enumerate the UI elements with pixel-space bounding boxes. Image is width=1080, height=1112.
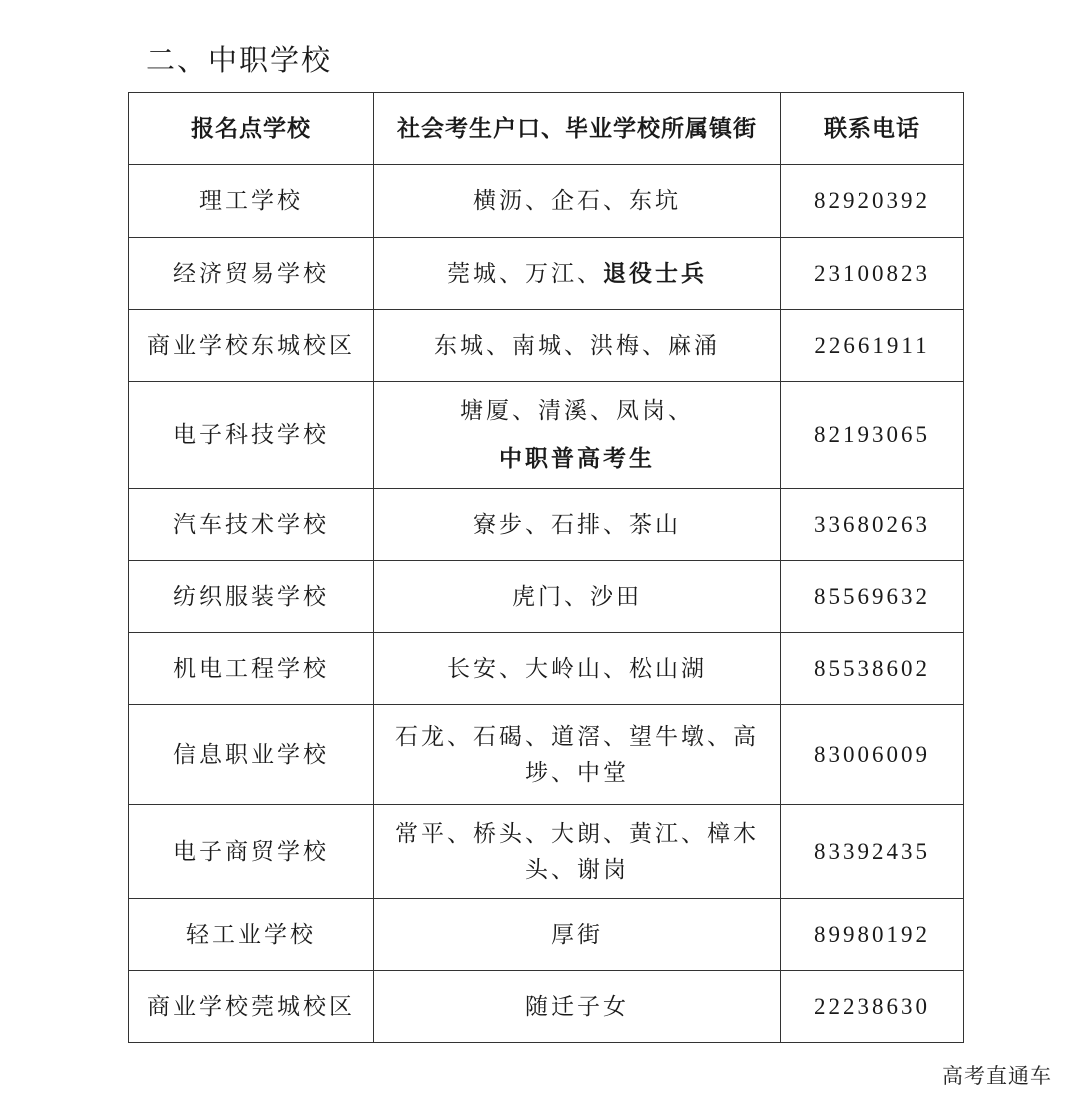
source-watermark: 高考直通车 <box>942 1064 1052 1088</box>
school-cell: 电子商贸学校 <box>129 805 374 899</box>
table-row <box>129 805 964 899</box>
towns-extra-text: 中职普高考生 <box>499 446 655 472</box>
phone-cell: 82920392 <box>781 165 964 238</box>
header-phone: 联系电话 <box>781 93 964 165</box>
header-towns: 社会考生户口、毕业学校所属镇街 <box>374 93 781 165</box>
table-row <box>129 561 964 633</box>
table-row <box>129 165 964 238</box>
towns-text: 莞城、万江、 <box>447 260 603 287</box>
table-row <box>129 382 964 489</box>
phone-cell: 22238630 <box>781 971 964 1043</box>
towns-cell: 随迁子女 <box>374 971 781 1043</box>
phone-cell: 22661911 <box>781 310 964 382</box>
phone-cell: 82193065 <box>781 382 964 489</box>
table-row <box>129 633 964 705</box>
table-header-row <box>129 93 964 165</box>
towns-cell: 长安、大岭山、松山湖 <box>374 633 781 705</box>
phone-cell: 23100823 <box>781 238 964 310</box>
phone-cell: 83392435 <box>781 805 964 899</box>
table-row <box>129 310 964 382</box>
towns-cell: 厚街 <box>374 899 781 971</box>
school-cell: 轻工业学校 <box>129 899 374 971</box>
towns-cell <box>374 238 781 310</box>
towns-cell: 常平、桥头、大朗、黄江、樟木头、谢岗 <box>374 805 781 899</box>
towns-cell <box>374 382 781 489</box>
table-row <box>129 971 964 1043</box>
phone-cell: 83006009 <box>781 705 964 805</box>
school-cell: 机电工程学校 <box>129 633 374 705</box>
phone-cell: 85538602 <box>781 633 964 705</box>
school-cell: 经济贸易学校 <box>129 238 374 310</box>
towns-text: 塘厦、清溪、凤岗、 <box>460 398 694 424</box>
school-cell: 商业学校莞城校区 <box>129 971 374 1043</box>
towns-cell: 横沥、企石、东坑 <box>374 165 781 238</box>
table-row <box>129 489 964 561</box>
school-cell: 商业学校东城校区 <box>129 310 374 382</box>
table-row <box>129 705 964 805</box>
table-row <box>129 899 964 971</box>
section-title: 二、中职学校 <box>146 43 333 77</box>
phone-cell: 89980192 <box>781 899 964 971</box>
towns-cell: 虎门、沙田 <box>374 561 781 633</box>
registration-table <box>128 92 964 1043</box>
school-cell: 纺织服装学校 <box>129 561 374 633</box>
phone-cell: 85569632 <box>781 561 964 633</box>
school-cell: 信息职业学校 <box>129 705 374 805</box>
school-cell: 理工学校 <box>129 165 374 238</box>
school-cell: 电子科技学校 <box>129 382 374 489</box>
header-school: 报名点学校 <box>129 93 374 165</box>
phone-cell: 33680263 <box>781 489 964 561</box>
towns-cell: 石龙、石碣、道滘、望牛墩、高埗、中堂 <box>374 705 781 805</box>
table-row <box>129 238 964 310</box>
towns-cell: 寮步、石排、茶山 <box>374 489 781 561</box>
towns-extra-text: 退役士兵 <box>603 260 707 287</box>
towns-cell: 东城、南城、洪梅、麻涌 <box>374 310 781 382</box>
school-cell: 汽车技术学校 <box>129 489 374 561</box>
